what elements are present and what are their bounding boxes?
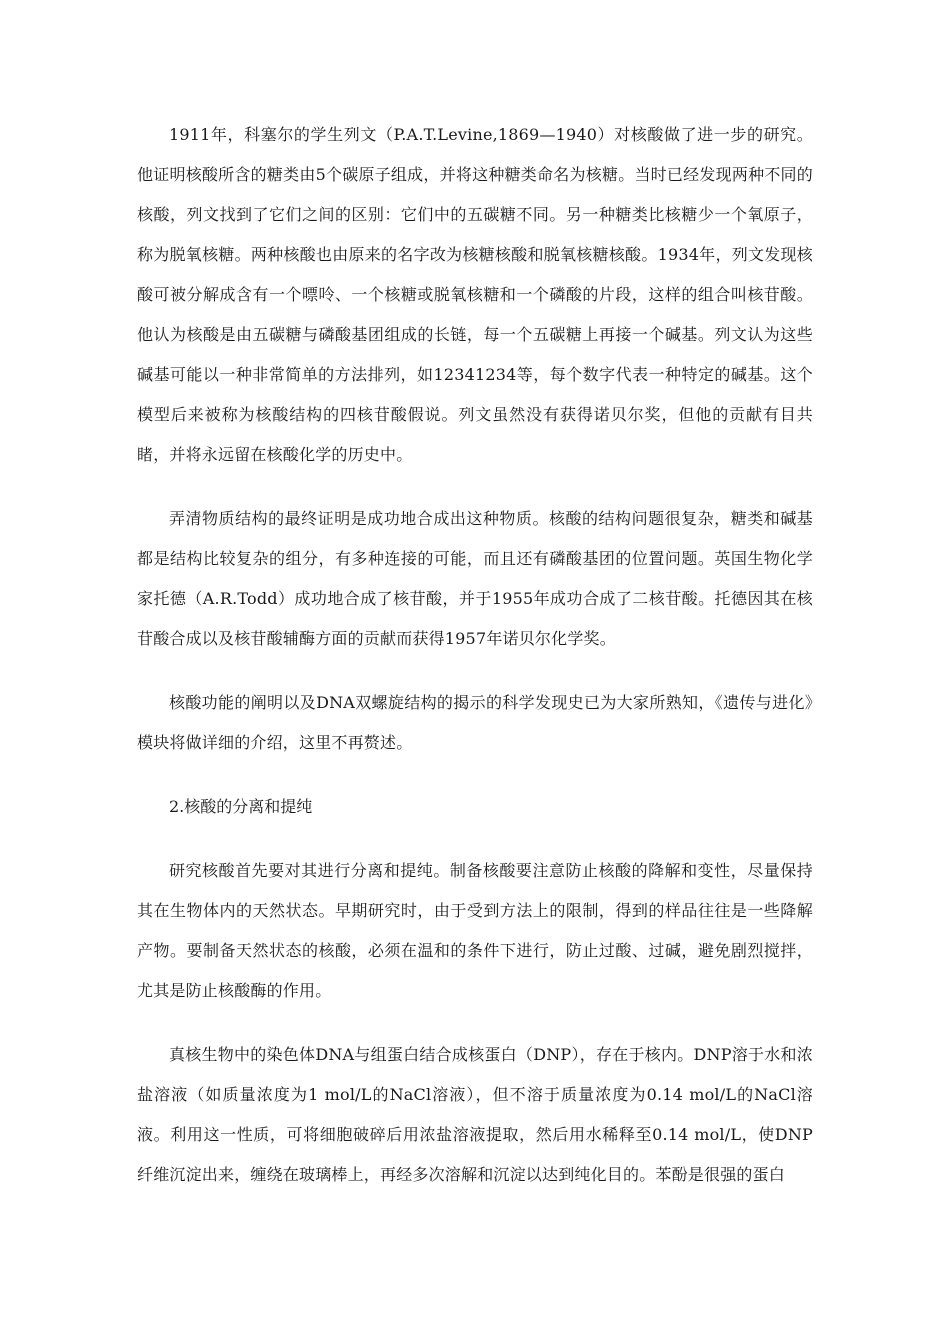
section-heading: 2.核酸的分离和提纯 <box>169 797 313 816</box>
paragraph-levine: 1911年，科塞尔的学生列文（P.A.T.Levine,1869—1940）对核酸做了进一步的研究。他证明核酸所含的糖类由5个碳原子组成，并将这种糖类命名为核糖。当时已经发现两种不同的核酸，列文找到了它们之间的区别：它们中的五碳糖不同。另一种糖类比核糖少一个氧原子，称为脱氧核糖。两种核酸也由原来的名字改为核糖核酸和脱氧核糖核酸。1934年，列文发现核酸可被分解成含有一个嘌呤、一个核糖或脱氧核糖和一个磷酸的片段，这样的组合叫核苷酸。他认为核酸是由五碳糖与磷酸基团组成的长链，每一个五碳糖上再接一个碱基。列文认为这些碱基可能以一种非常简单的方法排列，如12341234等，每个数字代表一种特定的碱基。这个模型后来被称为核酸结构的四核苷酸假说。列文虽然没有获得诺贝尔奖，但他的贡献有目共睹，并将永远留在核酸化学的历史中。 <box>137 125 813 464</box>
paragraph-dnp: 真核生物中的染色体DNA与组蛋白结合成核蛋白（DNP），存在于核内。DNP溶于水和浓盐溶液（如质量浓度为1 mol/L的NaCl溶液），但不溶于质量浓度为0.14 mol/L的NaCl溶液。利用这一性质，可将细胞破碎后用浓盐溶液提取，然后用水稀释至0.14 mol/L，使DNP纤维沉淀出来，缠绕在玻璃棒上，再经多次溶解和沉淀以达到纯化目的。苯酚是很强的蛋白 <box>137 1045 813 1184</box>
document-page <box>137 115 813 1219</box>
paragraph-separation: 研究核酸首先要对其进行分离和提纯。制备核酸要注意防止核酸的降解和变性，尽量保持其在生物体内的天然状态。早期研究时，由于受到方法上的限制，得到的样品往往是一些降解产物。要制备天然状态的核酸，必须在温和的条件下进行，防止过酸、过碱，避免剧烈搅拌，尤其是防止核酸酶的作用。 <box>137 861 813 1000</box>
paragraph-dna-history: 核酸功能的阐明以及DNA双螺旋结构的揭示的科学发现史已为大家所熟知，《遗传与进化》模块将做详细的介绍，这里不再赘述。 <box>137 693 813 752</box>
paragraph-todd: 弄清物质结构的最终证明是成功地合成出这种物质。核酸的结构问题很复杂，糖类和碱基都是结构比较复杂的组分，有多种连接的可能，而且还有磷酸基团的位置问题。英国生物化学家托德（A.R.Todd）成功地合成了核苷酸，并于1955年成功合成了二核苷酸。托德因其在核苷酸合成以及核苷酸辅酶方面的贡献而获得1957年诺贝尔化学奖。 <box>137 509 813 648</box>
